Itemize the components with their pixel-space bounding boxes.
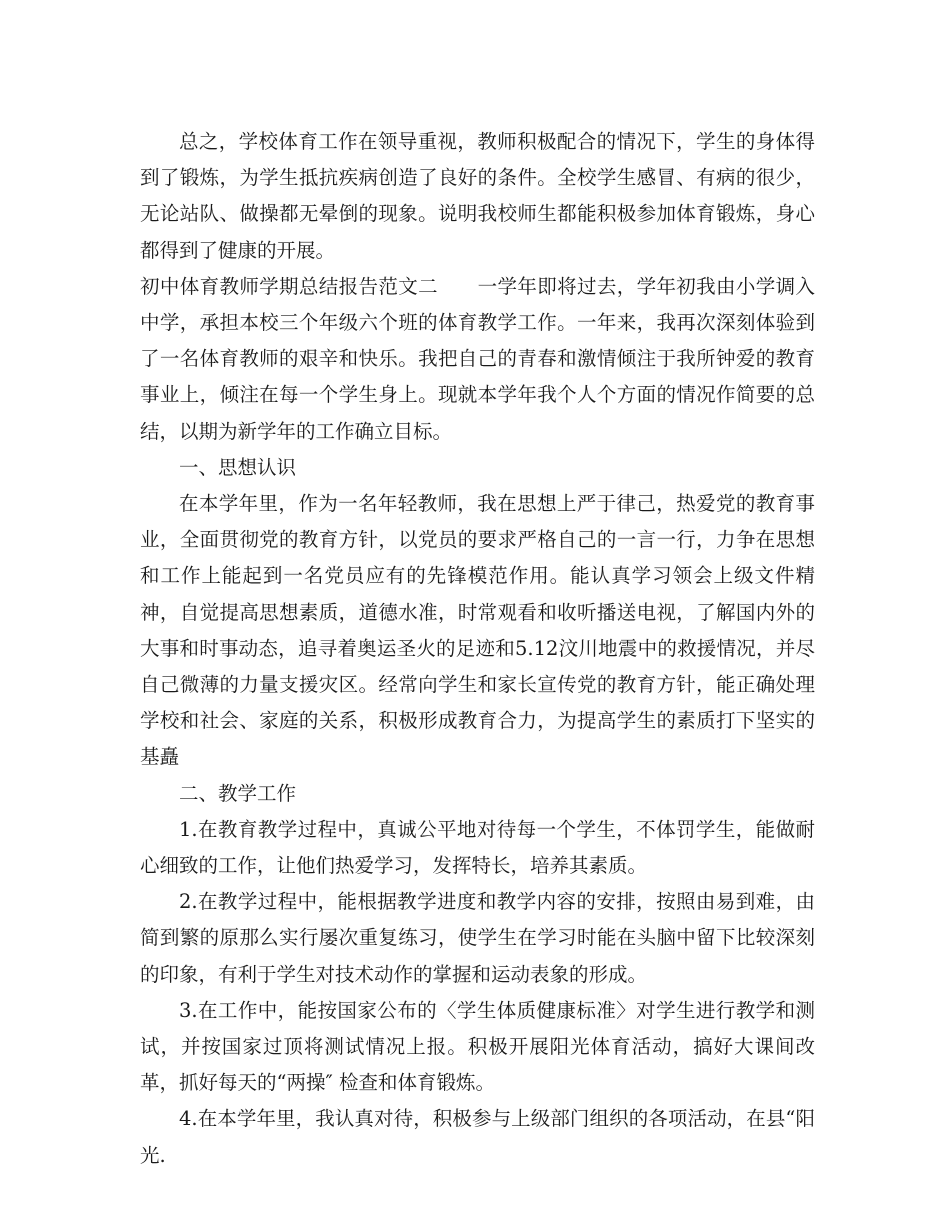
- paragraph-title-intro: 初中体育教师学期总结报告范文二 一学年即将过去，学年初我由小学调入中学，承担本校三个年级六个班的体育教学工作。一年来，我再次深刻体验到了一名体育教师的艰辛和快乐。我把自己的青春和激情倾注于我所钟爱的教育事业上，倾注在每一个学生身上。现就本学年我个人个方面的情况作简要的总结，以期为新学年的工作确立目标。: [140, 274, 815, 443]
- section-heading-teaching: 二、教学工作: [179, 781, 297, 805]
- paragraph-teaching-2: 2.在教学过程中，能根据教学进度和教学内容的安排，按照由易到难，由简到繁的原那么实行屡次重复练习，使学生在学习时能在头脑中留下比较深刻的印象，有利于学生对技术动作的掌握和运动表象的形成。: [140, 890, 815, 986]
- paragraph-thought: 在本学年里，作为一名年轻教师，我在思想上严于律己，热爱党的教育事业，全面贯彻党的教育方针，以党员的要求严格自己的一言一行，力争在思想和工作上能起到一名党员应有的先锋模范作用。能认真学习领会上级文件精神，自觉提高思想素质，道德水准，时常观看和收听播送电视，了解国内外的大事和时事动态，追寻着奥运圣火的足迹和5.12汶川地震中的救援情况，并尽自己微薄的力量支援灾区。经常向学生和家长宣传党的教育方针，能正确处理学校和社会、家庭的关系，积极形成教育合力，为提高学生的素质打下坚实的基矗: [140, 492, 815, 769]
- paragraph-teaching-4: 4.在本学年里，我认真对待，积极参与上级部门组织的各项活动，在县“阳光.: [140, 1107, 815, 1167]
- section-heading-thought: 一、思想认识: [179, 455, 297, 479]
- paragraph-teaching-1: 1.在教育教学过程中，真诚公平地对待每一个学生，不体罚学生，能做耐心细致的工作，让他们热爱学习，发挥特长，培养其素质。: [140, 817, 815, 878]
- paragraph-teaching-3: 3.在工作中，能按国家公布的〈学生体质健康标准〉对学生进行教学和测试，并按国家过顶将测试情况上报。积极开展阳光体育活动，搞好大课间改革，抓好每天的“两操″ 检查和体育锻炼。: [140, 998, 815, 1095]
- document-body: [140, 124, 815, 1174]
- paragraph-conclusion: 总之，学校体育工作在领导重视，教师积极配合的情况下，学生的身体得到了锻炼，为学生抵抗疾病创造了良好的条件。全校学生感冒、有病的很少，无论站队、做操都无晕倒的现象。说明我校师生都能积极参加体育锻炼，身心都得到了健康的开展。: [140, 130, 815, 262]
